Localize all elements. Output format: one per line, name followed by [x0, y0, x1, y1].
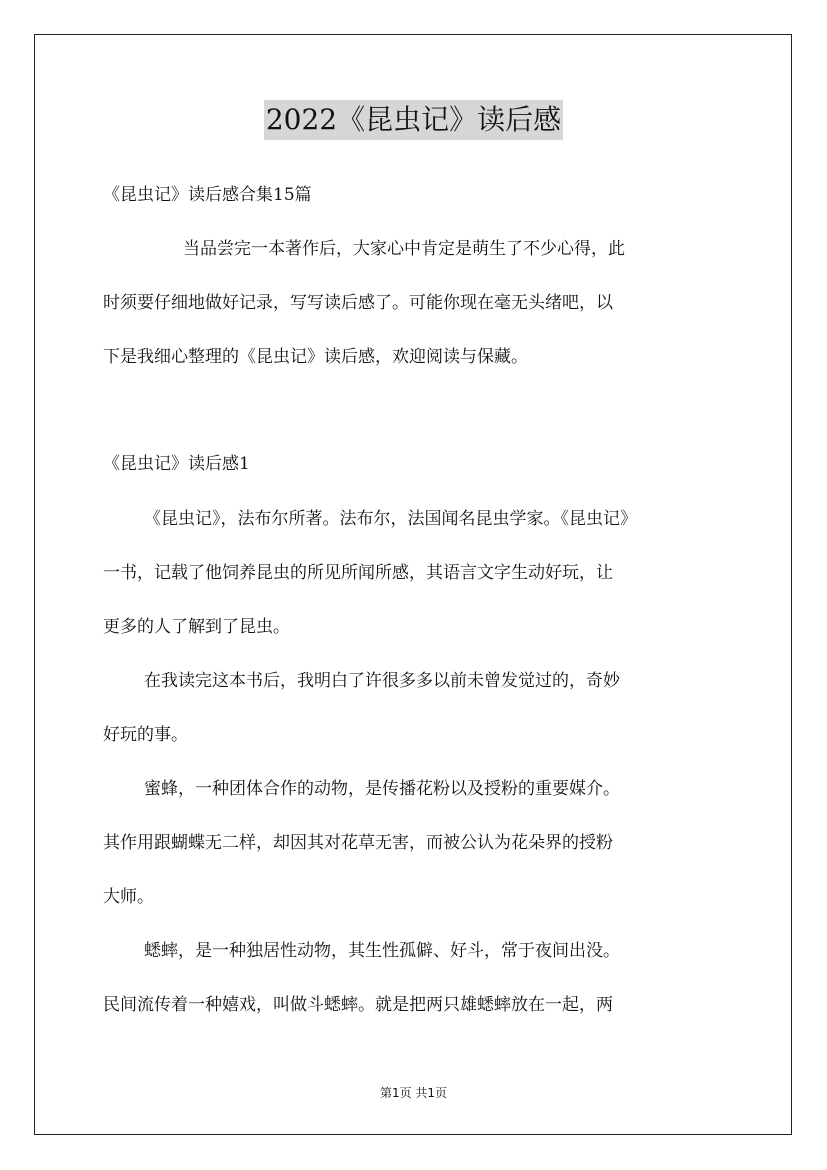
paragraph-3 [103, 762, 729, 924]
paragraph-line: 更多的人了解到了昆虫。 [103, 617, 290, 637]
paragraph-line: 在我读完这本书后，我明白了许很多多以前未曾发觉过的，奇妙 [144, 671, 620, 691]
paragraph-line: 其作用跟蝴蝶无二样，却因其对花草无害，而被公认为花朵界的授粉 [103, 833, 613, 853]
intro-line: 时须要仔细地做好记录，写写读后感了。可能你现在毫无头绪吧，以 [103, 293, 613, 313]
paragraph-line: 好玩的事。 [103, 725, 188, 745]
paragraph-line: 蟋蟀，是一种独居性动物，其生性孤僻、好斗，常于夜间出没。 [144, 941, 620, 961]
section-heading: 《昆虫记》读后感1 [103, 454, 250, 474]
paragraph-2 [103, 654, 729, 762]
document-title: 2022《昆虫记》读后感 [264, 100, 563, 140]
intro-paragraph [103, 222, 729, 384]
paragraph-line: 一书，记载了他饲养昆虫的所见所闻所感，其语言文字生动好玩，让 [103, 563, 613, 583]
intro-line: 当品尝完一本著作后，大家心中肯定是萌生了不少心得，此 [183, 239, 625, 259]
intro-line: 下是我细心整理的《昆虫记》读后感，欢迎阅读与保藏。 [103, 347, 528, 367]
paragraph-line: 蜜蜂，一种团体合作的动物，是传播花粉以及授粉的重要媒介。 [144, 779, 620, 799]
paragraph-line: 民间流传着一种嬉戏，叫做斗蟋蟀。就是把两只雄蟋蟀放在一起，两 [103, 995, 613, 1015]
document-subtitle: 《昆虫记》读后感合集15篇 [103, 185, 312, 205]
page-footer: 第1页 共1页 [379, 1086, 448, 1100]
paragraph-line: 《昆虫记》，法布尔所著。法布尔，法国闻名昆虫学家。《昆虫记》 [144, 509, 637, 529]
paragraph-line: 大师。 [103, 887, 154, 907]
title-container [0, 100, 827, 140]
paragraph-1 [103, 492, 729, 654]
paragraph-4 [103, 924, 729, 1032]
